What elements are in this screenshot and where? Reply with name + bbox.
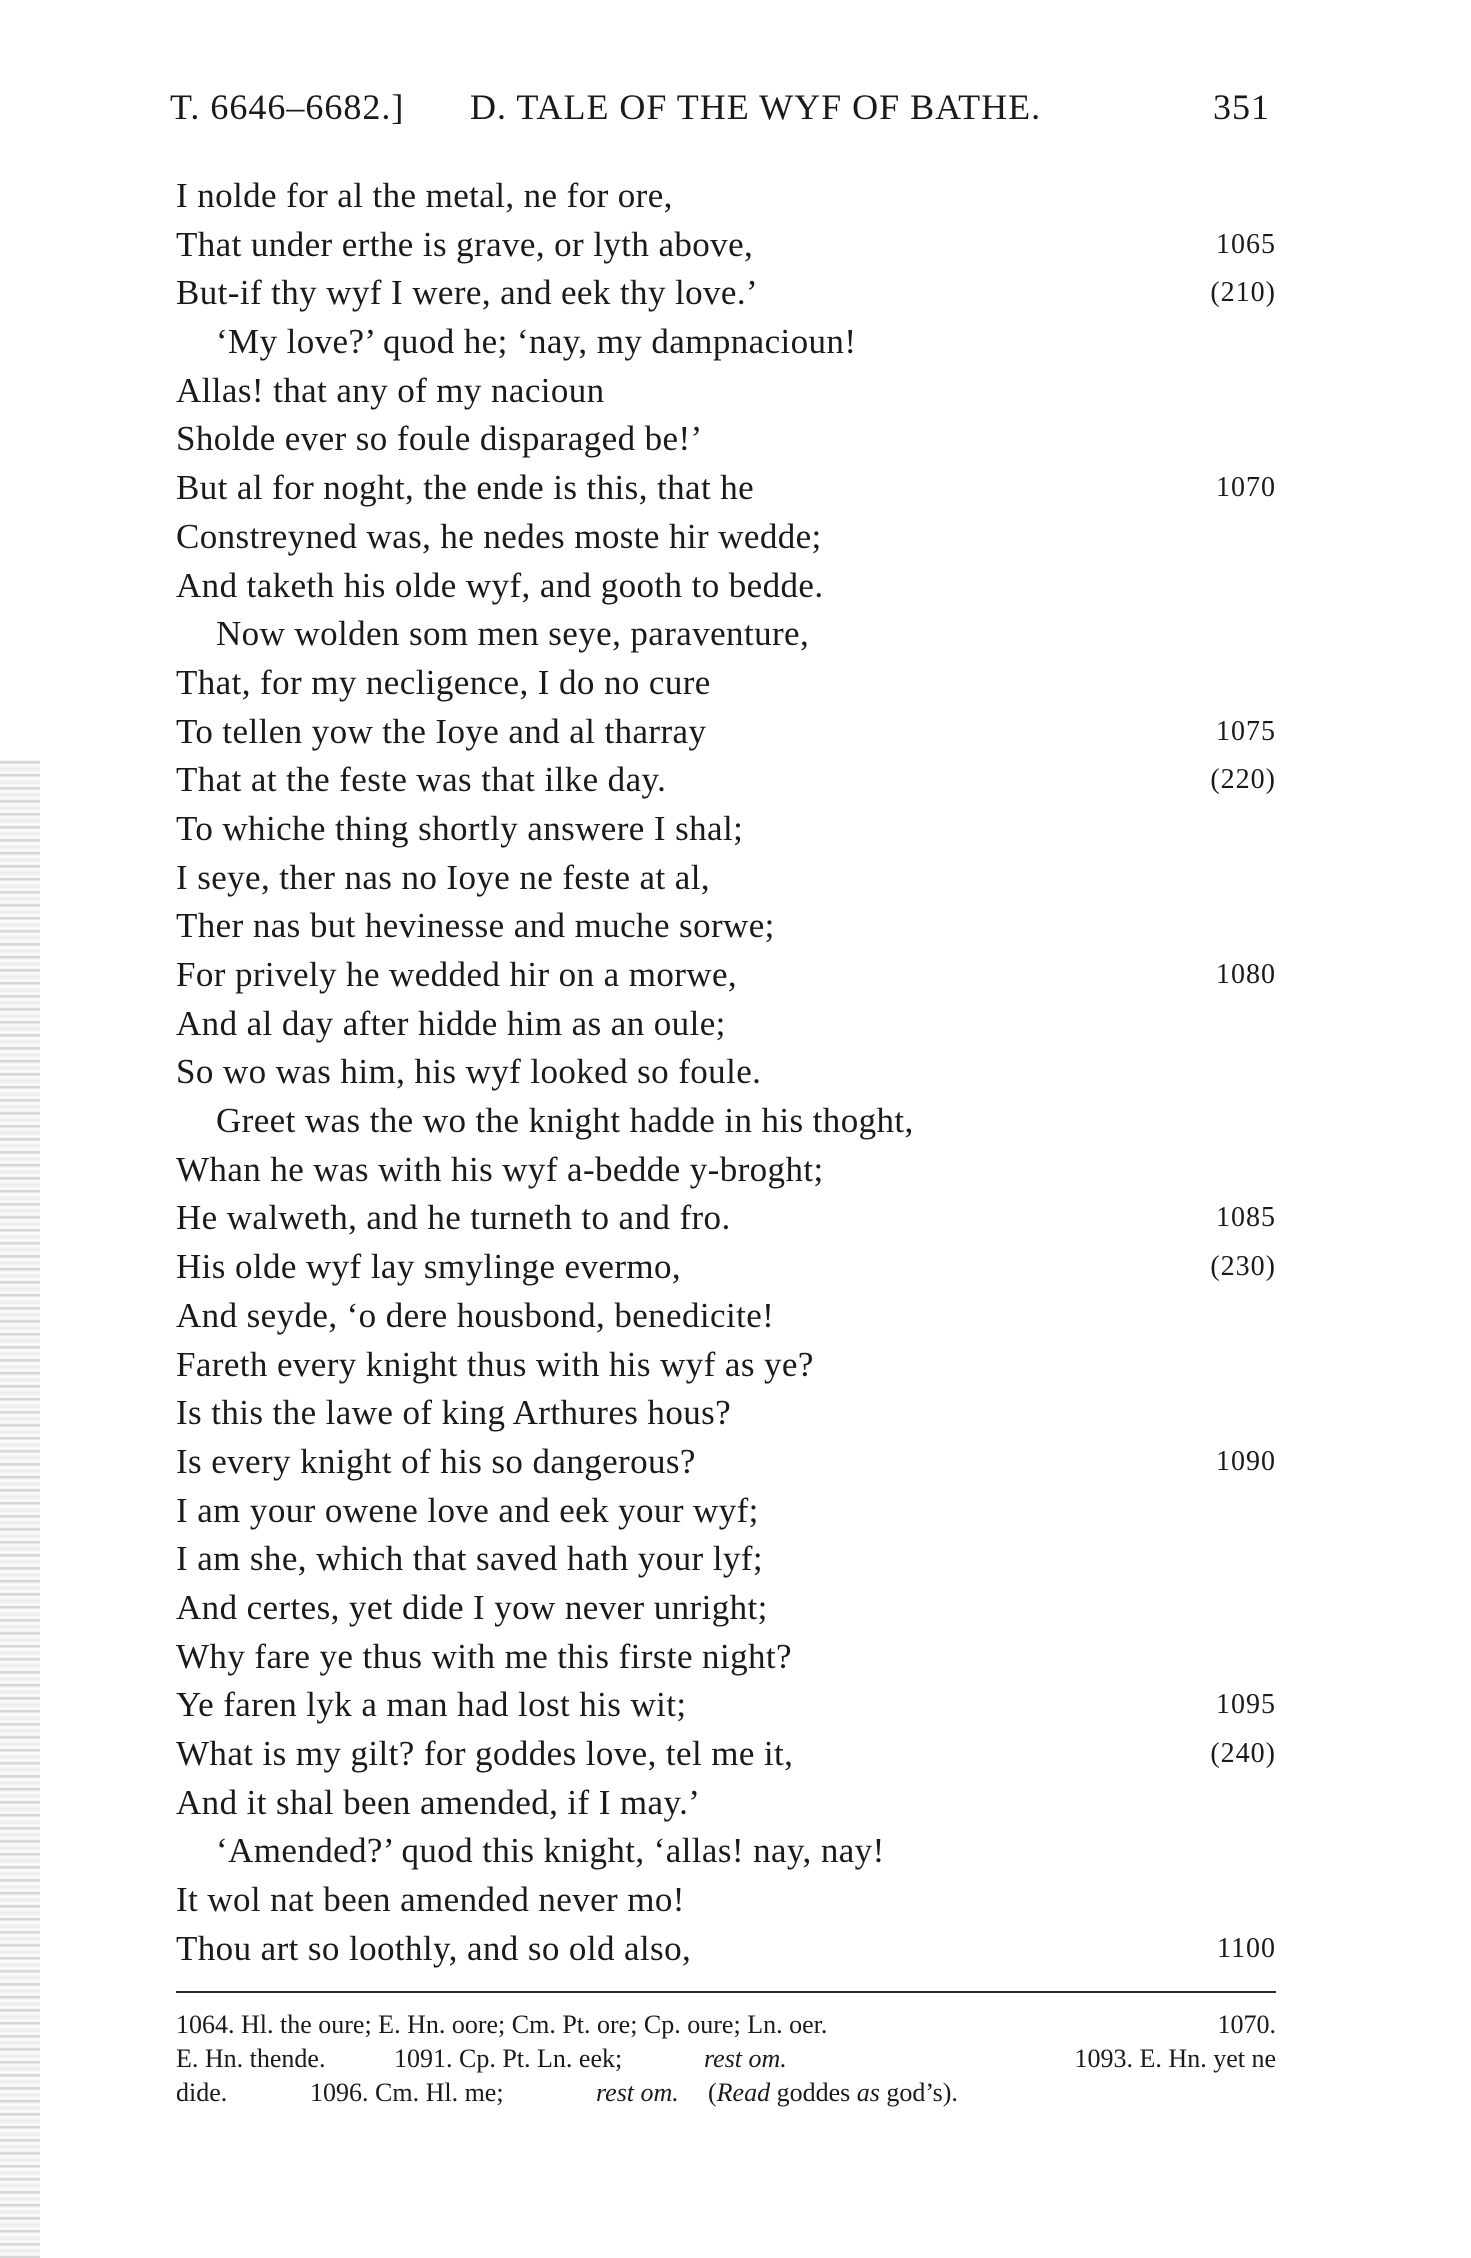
line-number: 1070: [1216, 472, 1276, 504]
verse-text: What is my gilt? for goddes love, tel me it,: [176, 1734, 794, 1773]
verse-line: [176, 1292, 1276, 1341]
verse-line: [176, 562, 1276, 611]
verse-line: [176, 805, 1276, 854]
verse-line: [176, 1730, 1276, 1779]
verse-line: [176, 1194, 1276, 1243]
verse-line: [176, 1827, 1276, 1876]
verse-line: [176, 1000, 1276, 1049]
verse-text: Ye faren lyk a man had lost his wit;: [176, 1685, 687, 1725]
verse-line: [176, 1487, 1276, 1536]
verse-text: And al day after hidde him as an oule;: [176, 1003, 726, 1043]
note-1096: 1096. Cm. Hl. me;: [310, 2078, 504, 2107]
verse-text: I seye, ther nas no Ioye ne feste at al,: [176, 857, 710, 897]
verse-text: And taketh his olde wyf, and gooth to bedde.: [176, 565, 824, 605]
verse-line: [176, 318, 1276, 367]
verse-text: Allas! that any of my nacioun: [176, 370, 605, 410]
note-1096-read: Read: [716, 2078, 771, 2107]
verse-line: [176, 1633, 1276, 1682]
line-number: (240): [1210, 1738, 1276, 1769]
verse-line: [176, 513, 1276, 562]
verse-line: [176, 902, 1276, 951]
line-number: 1085: [1216, 1202, 1276, 1234]
verse-text: That under erthe is grave, or lyth above,: [176, 224, 754, 264]
note-1091: 1091. Cp. Pt. Ln. eek;: [394, 2044, 623, 2073]
verse-line: [176, 854, 1276, 903]
verse-line: [176, 221, 1276, 270]
line-number: 1090: [1216, 1445, 1276, 1477]
verse-line: [176, 1438, 1276, 1487]
poem-text: [176, 172, 1276, 1973]
note-1070-number: 1070.: [1217, 2010, 1276, 2039]
line-number: (220): [1210, 764, 1276, 796]
verse-line: [176, 1681, 1276, 1730]
verse-text: I am she, which that saved hath your lyf;: [176, 1539, 763, 1579]
verse-line: [176, 1048, 1276, 1097]
verse-line: [176, 367, 1276, 416]
note-1096-as: as: [856, 2078, 880, 2107]
verse-text: Whan he was with his wyf a-bedde y-broght;: [176, 1149, 824, 1189]
line-range: T. 6646–6682.]: [170, 87, 405, 127]
verse-line: [176, 610, 1276, 659]
verse-text: But-if thy wyf I were, and eek thy love.’: [176, 273, 759, 313]
verse-text: So wo was him, his wyf looked so foule.: [176, 1052, 762, 1092]
verse-line: [176, 951, 1276, 1000]
note-1096-goddes: goddes: [776, 2078, 851, 2107]
verse-text: I nolde for al the metal, ne for ore,: [176, 176, 673, 215]
note-1096-gods: god’s).: [886, 2078, 958, 2107]
verse-line: [176, 269, 1276, 318]
verse-line: [176, 415, 1276, 464]
verse-text: It wol nat been amended never mo!: [176, 1880, 685, 1920]
note-1096-paren: (: [708, 2078, 717, 2107]
verse-text: And certes, yet dide I yow never unright;: [176, 1587, 768, 1627]
line-number: 1100: [1217, 1932, 1276, 1964]
line-number: 1075: [1216, 715, 1276, 747]
verse-line: [176, 1779, 1276, 1828]
verse-text: I am your owene love and eek your wyf;: [176, 1490, 759, 1530]
verse-text: That at the feste was that ilke day.: [176, 760, 667, 800]
verse-line: [176, 1341, 1276, 1390]
line-number: 1095: [1216, 1689, 1276, 1721]
verse-line: [176, 464, 1276, 513]
verse-line: [176, 756, 1276, 805]
footnote-line: [176, 2008, 1276, 2042]
verse-text: Greet was the wo the knight hadde in his thoght,: [216, 1101, 914, 1141]
footnote-line: [176, 2042, 1276, 2076]
note-1093: 1093. E. Hn. yet ne: [1074, 2044, 1276, 2073]
verse-text: He walweth, and he turneth to and fro.: [176, 1198, 731, 1238]
note-1070-text: E. Hn. thende.: [176, 2044, 326, 2073]
verse-text: Why fare ye thus with me this firste night?: [176, 1636, 792, 1676]
verse-text: Constreyned was, he nedes moste hir wedde;: [176, 516, 822, 556]
verse-line: [176, 1876, 1276, 1925]
page-edge-shadow: [0, 760, 40, 2258]
verse-text: Ther nas but hevinesse and muche sorwe;: [176, 906, 775, 946]
line-number: 1065: [1216, 228, 1276, 260]
verse-text: And seyde, ‘o dere housbond, benedicite!: [176, 1295, 775, 1335]
verse-line: [176, 1146, 1276, 1195]
verse-line: [176, 1584, 1276, 1633]
verse-text: Thou art so loothly, and so old also,: [176, 1928, 692, 1968]
note-1064: 1064. Hl. the oure; E. Hn. oore; Cm. Pt. ore; Cp. oure; Ln. oer.: [176, 2010, 828, 2039]
verse-text: Is every knight of his so dangerous?: [176, 1441, 696, 1481]
note-1091-rest: rest om.: [704, 2044, 787, 2073]
verse-text: And it shal been amended, if I may.’: [176, 1782, 701, 1822]
footnote-line: [176, 2076, 1276, 2110]
footnotes: [176, 2008, 1276, 2110]
verse-text: ‘My love?’ quod he; ‘nay, my dampnacioun!: [216, 322, 857, 362]
page-title: D. TALE OF THE WYF OF BATHE.: [470, 87, 1042, 127]
verse-text: To tellen yow the Ioye and al tharray: [176, 711, 707, 751]
verse-text: But al for noght, the ende is this, that he: [176, 468, 755, 508]
verse-text: Sholde ever so foule disparaged be!’: [176, 419, 703, 459]
verse-text: Now wolden som men seye, paraventure,: [216, 614, 810, 654]
verse-text: Fareth every knight thus with his wyf as ye?: [176, 1344, 814, 1384]
line-number: 1080: [1216, 959, 1276, 990]
verse-line: [176, 659, 1276, 708]
line-number: (230): [1210, 1251, 1276, 1283]
running-head: [170, 86, 1280, 136]
note-1093-cont: dide.: [176, 2078, 228, 2107]
verse-line: [176, 1243, 1276, 1292]
verse-line: [176, 1097, 1276, 1146]
verse-line: [176, 1389, 1276, 1438]
note-1096-rest: rest om.: [596, 2078, 679, 2107]
page-number: 351: [1213, 87, 1270, 127]
verse-text: His olde wyf lay smylinge evermo,: [176, 1247, 682, 1287]
verse-text: For prively he wedded hir on a morwe,: [176, 955, 738, 994]
verse-text: That, for my necligence, I do no cure: [176, 662, 711, 702]
verse-line: [176, 1535, 1276, 1584]
verse-text: ‘Amended?’ quod this knight, ‘allas! nay, nay!: [216, 1831, 885, 1871]
line-number: (210): [1210, 277, 1276, 309]
footnote-rule: [176, 1991, 1276, 1993]
verse-text: Is this the lawe of king Arthures hous?: [176, 1393, 732, 1433]
verse-line: [176, 172, 1276, 221]
verse-line: [176, 708, 1276, 757]
verse-text: To whiche thing shortly answere I shal;: [176, 808, 744, 848]
verse-line: [176, 1925, 1276, 1974]
